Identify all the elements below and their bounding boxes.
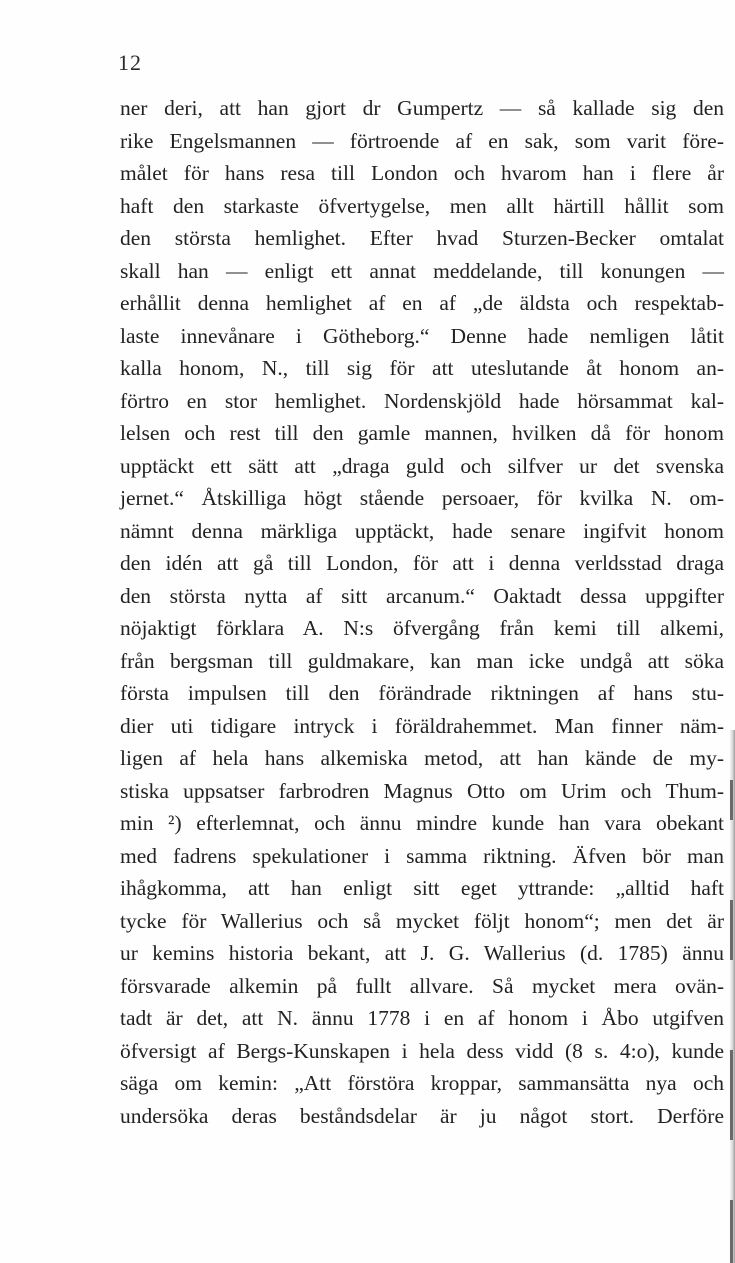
text-line: jernet.“ Åtskilliga högt stående persoaer, för kvilka N. om- <box>120 486 724 510</box>
text-line: ur kemins historia bekant, att J. G. Wallerius (d. 1785) ännu <box>120 941 724 965</box>
page-edge-mark <box>730 780 733 820</box>
text-line: öfversigt af Bergs-Kunskapen i hela dess vidd (8 s. 4:o), kunde <box>120 1038 724 1063</box>
text-line: den idén att gå till London, för att i denna verldsstad draga <box>120 551 724 575</box>
page-number: 12 <box>118 50 142 75</box>
text-line: tycke för Wallerius och så mycket följt honom“; men det är <box>120 908 724 933</box>
text-line: förtro en stor hemlighet. Nordenskjöld hade hörsammat kal- <box>120 388 724 413</box>
text-line: lelsen och rest till den gamle mannen, hvilken då för honom <box>120 421 724 445</box>
text-line: skall han — enligt ett annat meddelande, till konungen — <box>120 258 724 283</box>
text-line: ner deri, att han gjort dr Gumpertz — så kallade sig den <box>120 96 724 120</box>
text-line: kalla honom, N., till sig för att uteslutande åt honom an- <box>120 356 724 380</box>
text-line: den största hemlighet. Efter hvad Sturzen-Becker omtalat <box>120 226 724 250</box>
text-line: rike Engelsmannen — förtroende af en sak, som varit före- <box>120 128 724 153</box>
text-line: ihågkomma, att han enligt sitt eget yttrande: „alltid haft <box>120 876 724 900</box>
text-line: stiska uppsatser farbrodren Magnus Otto om Urim och Thum- <box>120 778 724 803</box>
page-edge-mark <box>730 900 733 960</box>
page-edge-mark <box>730 1050 733 1140</box>
body-text <box>120 92 724 1132</box>
text-line: från bergsman till guldmakare, kan man icke undgå att söka <box>120 648 724 673</box>
text-line: undersöka deras beståndsdelar är ju något stort. Derföre <box>120 1103 724 1128</box>
text-line: min ²) efterlemnat, och ännu mindre kunde han vara obekant <box>120 811 724 835</box>
text-line: nöjaktigt förklara A. N:s öfvergång från kemi till alkemi, <box>120 616 724 640</box>
page-edge-mark <box>730 1200 733 1263</box>
text-line: försvarade alkemin på fullt allvare. Så mycket mera ovän- <box>120 973 724 998</box>
text-line: laste innevånare i Götheborg.“ Denne hade nemligen låtit <box>120 323 724 348</box>
text-line: erhållit denna hemlighet af en af „de äldsta och respektab- <box>120 291 724 315</box>
text-line: tadt är det, att N. ännu 1778 i en af honom i Åbo utgifven <box>120 1006 724 1030</box>
text-line: den största nytta af sitt arcanum.“ Oaktadt dessa uppgifter <box>120 583 724 608</box>
text-line: upptäckt ett sätt att „draga guld och silfver ur det svenska <box>120 453 724 478</box>
text-line: med fadrens spekulationer i samma riktning. Äfven bör man <box>120 843 724 868</box>
text-line: ligen af hela hans alkemiska metod, att han kände de my- <box>120 746 724 770</box>
text-line: säga om kemin: „Att förstöra kroppar, sammansätta nya och <box>120 1071 724 1095</box>
text-line: målet för hans resa till London och hvarom han i flere år <box>120 161 724 185</box>
text-line: första impulsen till den förändrade riktningen af hans stu- <box>120 681 724 705</box>
text-line: nämnt denna märkliga upptäckt, hade senare ingifvit honom <box>120 518 724 543</box>
text-line: dier uti tidigare intryck i föräldrahemmet. Man finner näm- <box>120 713 724 738</box>
text-line: haft den starkaste öfvertygelse, men allt härtill hållit som <box>120 193 724 218</box>
